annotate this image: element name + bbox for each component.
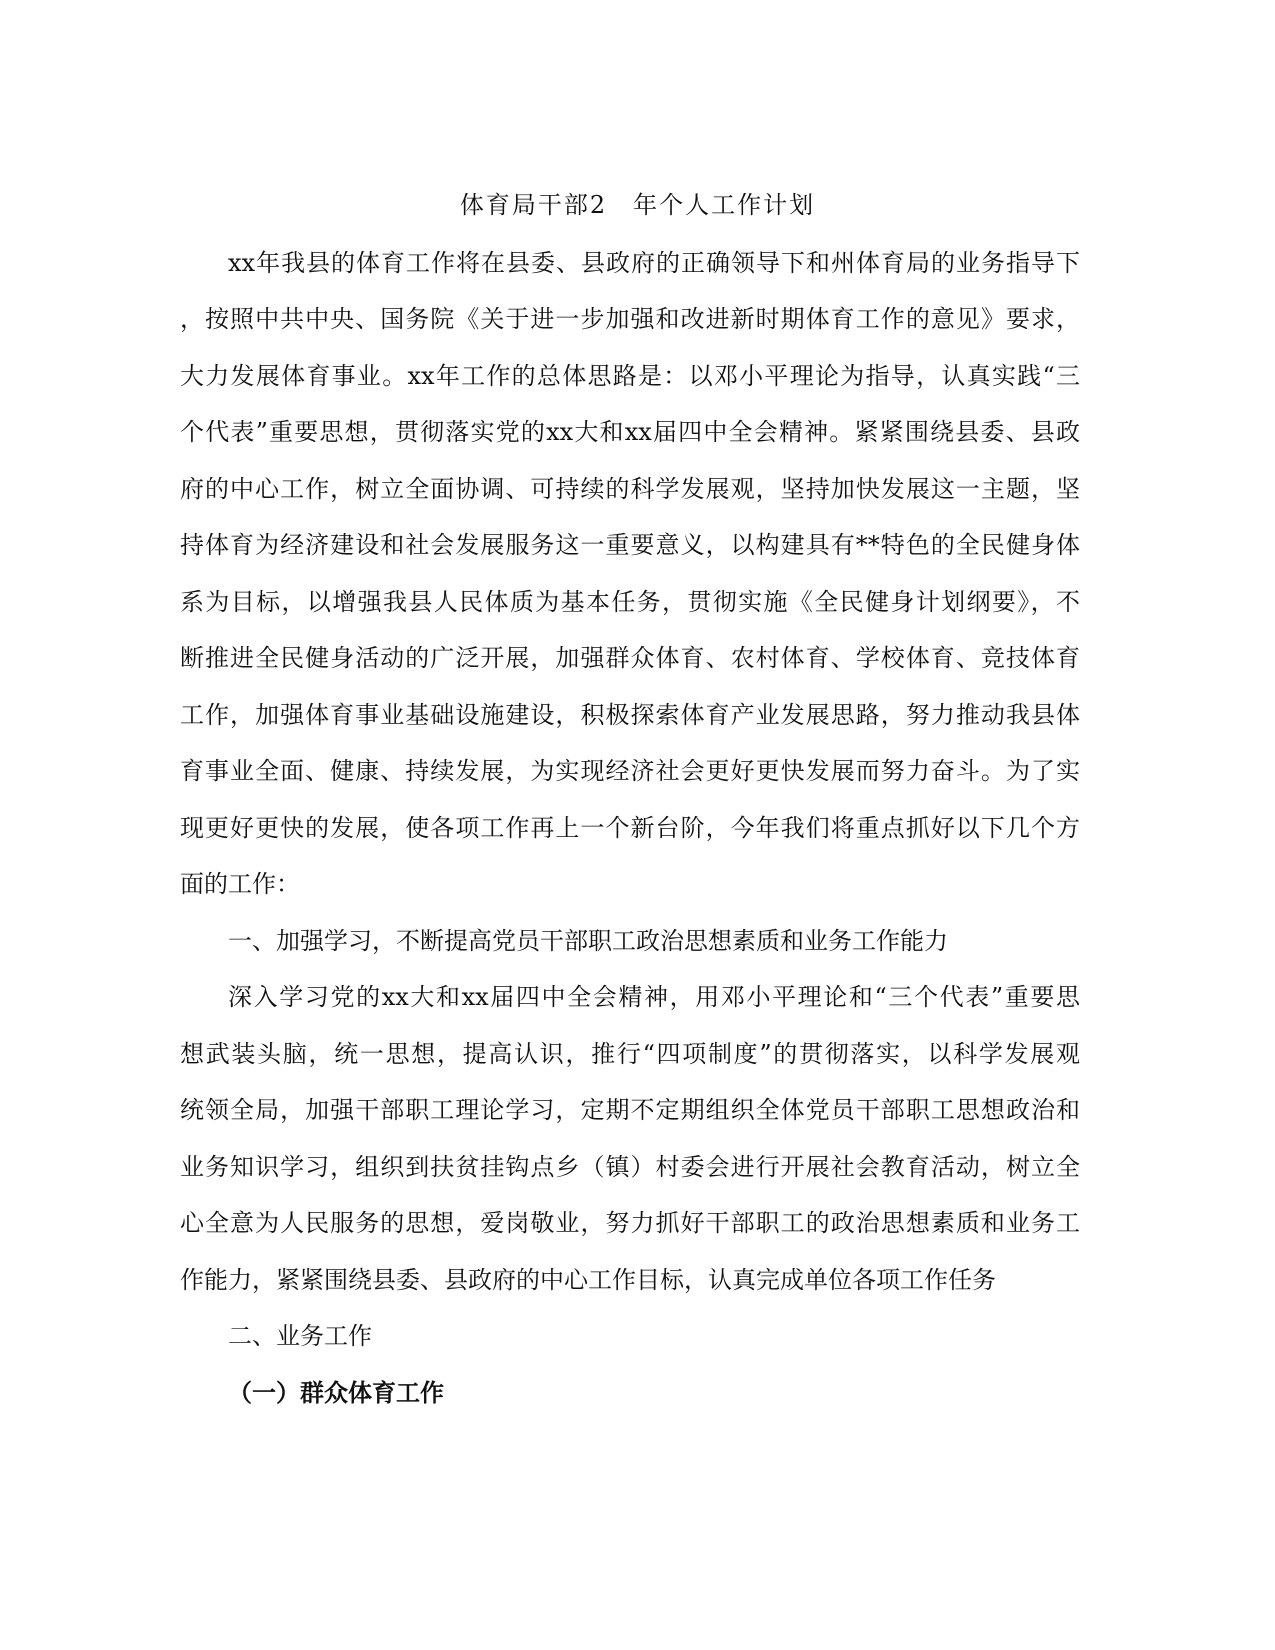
paragraph-line: 断推进全民健身活动的广泛开展，加强群众体育、农村体育、学校体育、竞技体育 (180, 644, 1080, 672)
paragraph-line: 业务知识学习，组织到扶贫挂钩点乡（镇）村委会进行开展社会教育活动，树立全 (180, 1153, 1080, 1181)
paragraph-line: 个代表”重要思想，贯彻落实党的xx大和xx届四中全会精神。紧紧围绕县委、县政 (180, 418, 1080, 446)
paragraph-line: 现更好更快的发展，使各项工作再上一个新台阶，今年我们将重点抓好以下几个方 (180, 814, 1080, 842)
paragraph-line: 大力发展体育事业。xx年工作的总体思路是：以邓小平理论为指导，认真实践“三 (180, 362, 1080, 390)
paragraph-line: 作能力，紧紧围绕县委、县政府的中心工作目标，认真完成单位各项工作任务 (180, 1266, 996, 1294)
section-heading: 二、业务工作 (228, 1322, 372, 1350)
paragraph-line: xx年我县的体育工作将在县委、县政府的正确领导下和州体育局的业务指导下 (228, 249, 1080, 277)
paragraph-line: 府的中心工作，树立全面协调、可持续的科学发展观，坚持加快发展这一主题，坚 (180, 475, 1080, 503)
paragraph-line: 想武装头脑，统一思想，提高认识，推行“四项制度”的贯彻落实，以科学发展观 (180, 1040, 1080, 1068)
paragraph-line: 深入学习党的xx大和xx届四中全会精神，用邓小平理论和“三个代表”重要思 (228, 983, 1080, 1011)
section-heading: 一、加强学习，不断提高党员干部职工政治思想素质和业务工作能力 (228, 927, 948, 955)
paragraph-line: 系为目标，以增强我县人民体质为基本任务，贯彻实施《全民健身计划纲要》，不 (180, 588, 1080, 616)
document-title: 体育局干部2 年个人工作计划 (459, 191, 816, 219)
paragraph-line: 工作，加强体育事业基础设施建设，积极探索体育产业发展思路，努力推动我县体 (180, 701, 1080, 729)
paragraph-line: 心全意为人民服务的思想，爱岗敬业，努力抓好干部职工的政治思想素质和业务工 (180, 1209, 1080, 1237)
paragraph-line: 面的工作： (180, 870, 300, 898)
paragraph-line: 持体育为经济建设和社会发展服务这一重要意义，以构建具有**特色的全民健身体 (180, 531, 1080, 559)
paragraph-line: 统领全局，加强干部职工理论学习，定期不定期组织全体党员干部职工思想政治和 (180, 1096, 1080, 1124)
paragraph-line: 育事业全面、健康、持续发展，为实现经济社会更好更快发展而努力奋斗。为了实 (180, 757, 1080, 785)
subsection-heading: （一）群众体育工作 (228, 1379, 444, 1407)
paragraph-line: ，按照中共中央、国务院《关于进一步加强和改进新时期体育工作的意见》要求， (180, 305, 1080, 333)
